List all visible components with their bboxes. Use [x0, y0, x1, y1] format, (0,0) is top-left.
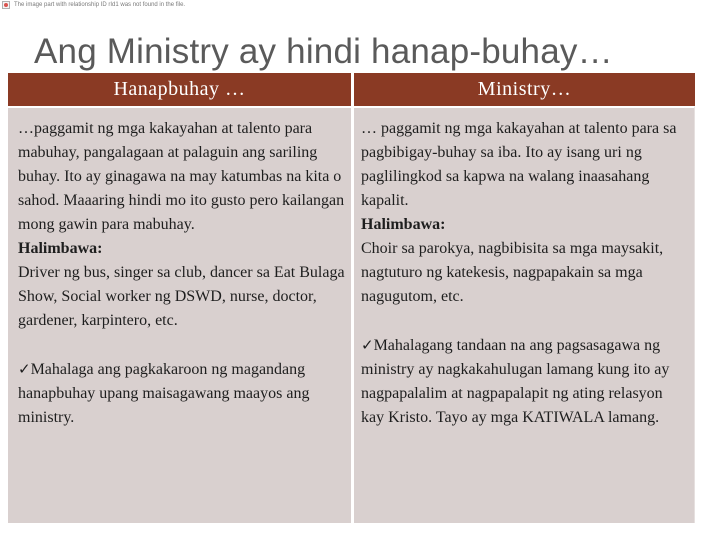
- ministry-note: [361, 333, 688, 430]
- cell-hanapbuhay: [8, 106, 353, 523]
- hanapbuhay-example-label: Halimbawa:: [18, 240, 103, 257]
- checkmark-icon: ✓: [361, 336, 374, 354]
- hanapbuhay-note: [18, 357, 345, 430]
- broken-image-icon: [2, 1, 10, 9]
- cell-ministry: [353, 106, 695, 523]
- broken-image-text: The image part with relationship ID rId1 was not found in the file.: [14, 2, 186, 8]
- ministry-example-text: Choir sa parokya, nagbibisita sa mga maysakit, nagtuturo ng katekesis, nagpapakain sa mga nagugutom, etc.: [361, 240, 664, 305]
- hanapbuhay-intro: …paggamit ng mga kakayahan at talento para mabuhay, pangalagaan at palaguin ang sariling buhay. Ito ay ginagawa na may katumbas na kita o sahod. Maaaring hindi mo ito gusto pero kailangan mong gawin para mabuhay.: [18, 120, 345, 233]
- checkmark-icon: ✓: [18, 360, 31, 378]
- comparison-table: [8, 73, 695, 523]
- ministry-example-label: Halimbawa:: [361, 216, 446, 233]
- hanapbuhay-note-text: Mahalaga ang pagkakaroon ng magandang hanapbuhay upang maisagawang maayos ang ministry.: [18, 361, 310, 426]
- header-hanapbuhay: Hanapbuhay …: [8, 73, 353, 106]
- broken-image-placeholder: [2, 1, 185, 9]
- ministry-note-text: Mahalagang tandaan na ang pagsasagawa ng ministry ay nagkakahulugan lamang kung ito ay nagpapalalim at nagpapalapit ng ating relasyon kay Kristo. Tayo ay mga KATIWALA lamang.: [361, 337, 670, 426]
- slide-title: Ang Ministry ay hindi hanap-buhay…: [34, 32, 613, 71]
- header-ministry: Ministry…: [353, 73, 695, 106]
- ministry-intro: … paggamit ng mga kakayahan at talento para sa pagbibigay-buhay sa iba. Ito ay isang uri ng paglilingkod sa kapwa na walang inaasahang kapalit.: [361, 120, 677, 209]
- hanapbuhay-example-text: Driver ng bus, singer sa club, dancer sa Eat Bulaga Show, Social worker ng DSWD, nurse, doctor, gardener, karpintero, etc.: [18, 264, 345, 329]
